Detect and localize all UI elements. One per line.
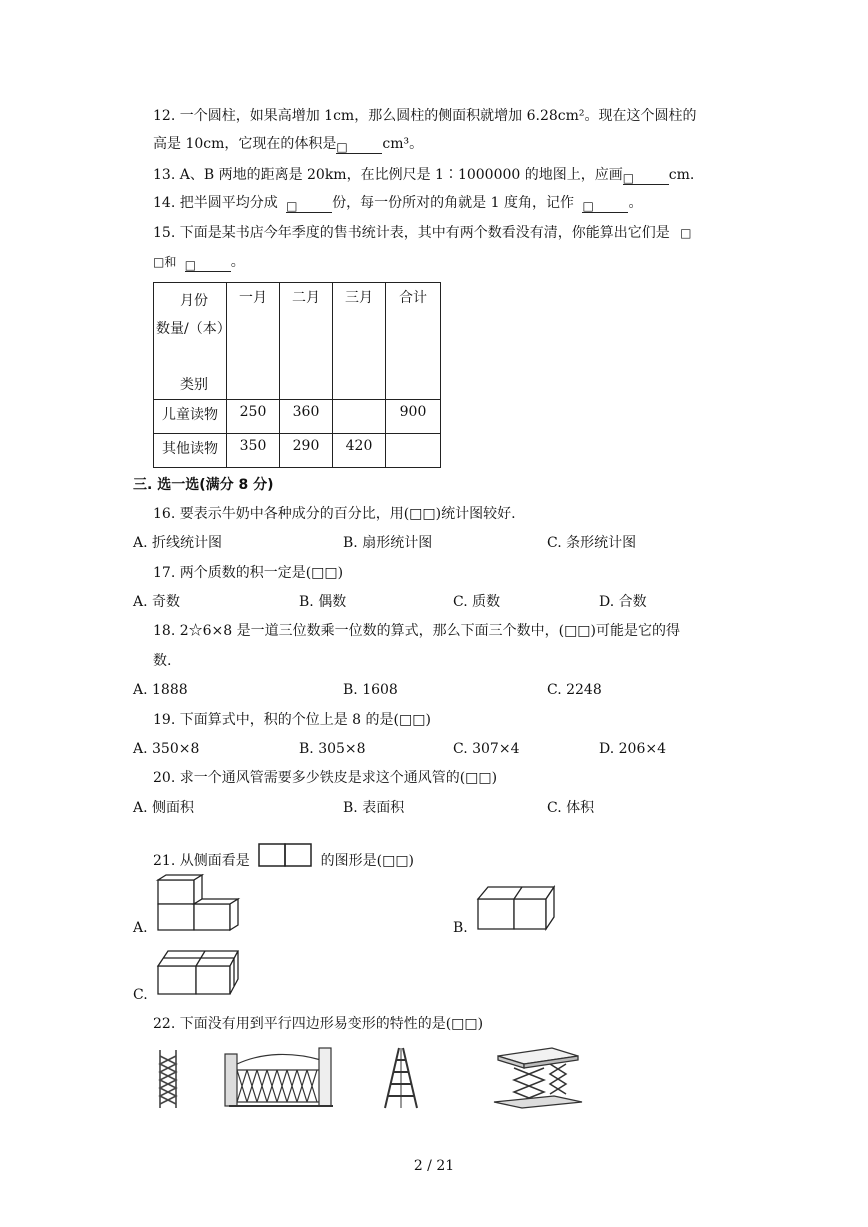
side-view-figure	[258, 843, 312, 867]
table-cell-blank[interactable]	[333, 400, 386, 434]
cube-pair-icon[interactable]	[476, 884, 556, 932]
table-col-mar: 三月	[333, 283, 386, 400]
q21-stem-pre: 21. 从侧面看是	[153, 853, 250, 869]
table-row	[154, 400, 441, 434]
q12-line2-pre: 高是 10cm，它现在的体积是	[153, 136, 337, 152]
q14-post: 。	[628, 195, 643, 211]
lifting-platform-icon[interactable]	[492, 1046, 584, 1110]
q16-option-b[interactable]: B. 扇形统计图	[343, 535, 433, 551]
q15-answer-blank-2[interactable]: □	[185, 255, 231, 272]
q12-line2-post: cm³。	[382, 136, 424, 152]
q18-option-c[interactable]: C. 2248	[547, 682, 602, 698]
q15-line2	[153, 252, 245, 272]
table-cell: 360	[280, 400, 333, 434]
q15-answer-box-1[interactable]: □	[680, 226, 692, 240]
q17-option-b[interactable]: B. 偶数	[299, 594, 347, 610]
sales-table	[153, 282, 441, 468]
table-header-month: 月份	[180, 293, 208, 309]
q19-option-d[interactable]: D. 206×4	[599, 741, 666, 757]
telescopic-rack-icon[interactable]	[156, 1048, 184, 1110]
q21-stem	[153, 843, 414, 871]
q15-stem: 15. 下面是某书店今年季度的售书统计表，其中有两个数看没有清，你能算出它们是	[153, 225, 670, 241]
q13-line	[153, 165, 694, 185]
side-view-icon	[258, 843, 314, 869]
q16-option-c[interactable]: C. 条形统计图	[547, 535, 637, 551]
q20-stem: 20. 求一个通风管需要多少铁皮是求这个通风管的(□□)	[153, 770, 498, 786]
q14-pre: 14. 把半圆平均分成	[153, 195, 278, 211]
q17-stem: 17. 两个质数的积一定是(□□)	[153, 565, 344, 581]
q20-option-a[interactable]: A. 侧面积	[133, 800, 195, 816]
q12-line1: 12. 一个圆柱，如果高增加 1cm，那么圆柱的侧面积就增加 6.28cm²。现在这个圆柱的	[153, 108, 697, 124]
table-col-feb: 二月	[280, 283, 333, 400]
q14-line	[153, 193, 642, 213]
q16-option-a[interactable]: A. 折线统计图	[133, 535, 223, 551]
table-col-total: 合计	[386, 283, 441, 400]
q12-answer-blank[interactable]: □	[336, 137, 382, 154]
q16-stem: 16. 要表示牛奶中各种成分的百分比，用(□□)统计图较好.	[153, 506, 516, 522]
q19-option-c[interactable]: C. 307×4	[453, 741, 520, 757]
q21-option-a-label[interactable]: A.	[133, 920, 148, 936]
q20-option-c[interactable]: C. 体积	[547, 800, 595, 816]
table-col-jan: 一月	[227, 283, 280, 400]
q13-answer-blank[interactable]: □	[623, 168, 669, 185]
table-header-category: 类别	[180, 377, 208, 393]
cube-slab-icon[interactable]	[156, 948, 240, 996]
q18-stem-1: 18. 2☆6×8 是一道三位数乘一位数的算式，那么下面三个数中，(□□)可能是它的得	[153, 623, 680, 639]
section-heading: 三. 选一选(满分 8 分)	[133, 477, 274, 493]
q21-stem-post: 的图形是(□□)	[320, 853, 415, 869]
table-header-diagonal-cell	[154, 283, 231, 400]
q14-answer-blank-2[interactable]: □	[582, 196, 628, 213]
q14-mid: 份，每一份所对的角就是 1 度角，记作	[332, 195, 574, 211]
table-cell-blank[interactable]	[386, 434, 441, 468]
table-cell: 420	[333, 434, 386, 468]
q19-stem: 19. 下面算式中，积的个位上是 8 的是(□□)	[153, 712, 431, 728]
q19-option-b[interactable]: B. 305×8	[299, 741, 366, 757]
cube-stack-l-shape-icon[interactable]	[156, 874, 240, 934]
q13-post: cm.	[668, 167, 695, 183]
table-cell: 900	[386, 400, 441, 434]
table-row-label: 其他读物	[154, 434, 227, 468]
table-row-label: 儿童读物	[154, 400, 227, 434]
q18-stem-2: 数.	[153, 653, 172, 669]
q17-option-d[interactable]: D. 合数	[599, 594, 647, 610]
q12-line2	[153, 134, 423, 154]
q15-line1	[153, 223, 692, 243]
q21-option-b-label[interactable]: B.	[453, 920, 468, 936]
table-cell: 290	[280, 434, 333, 468]
q17-option-c[interactable]: C. 质数	[453, 594, 501, 610]
q14-answer-blank-1[interactable]: □	[286, 196, 332, 213]
q20-option-b[interactable]: B. 表面积	[343, 800, 405, 816]
table-cell: 250	[227, 400, 280, 434]
q17-option-a[interactable]: A. 奇数	[133, 594, 181, 610]
q22-stem: 22. 下面没有用到平行四边形易变形的特性的是(□□)	[153, 1016, 484, 1032]
q18-option-a[interactable]: A. 1888	[133, 682, 188, 698]
q18-option-b[interactable]: B. 1608	[343, 682, 398, 698]
q15-line2-a: □和	[153, 255, 177, 269]
retractable-gate-icon[interactable]	[223, 1046, 335, 1110]
q13-pre: 13. A、B 两地的距离是 20km，在比例尺是 1∶1000000 的地图上，应画	[153, 167, 623, 183]
table-header-qty: 数量/（本）	[156, 321, 231, 337]
table-cell: 350	[227, 434, 280, 468]
q21-option-c-label[interactable]: C.	[133, 987, 148, 1003]
q15-line2-b: 。	[230, 254, 245, 270]
page-number: 2 / 21	[413, 1158, 455, 1174]
step-ladder-icon[interactable]	[381, 1046, 421, 1110]
table-row	[154, 434, 441, 468]
q19-option-a[interactable]: A. 350×8	[133, 741, 200, 757]
